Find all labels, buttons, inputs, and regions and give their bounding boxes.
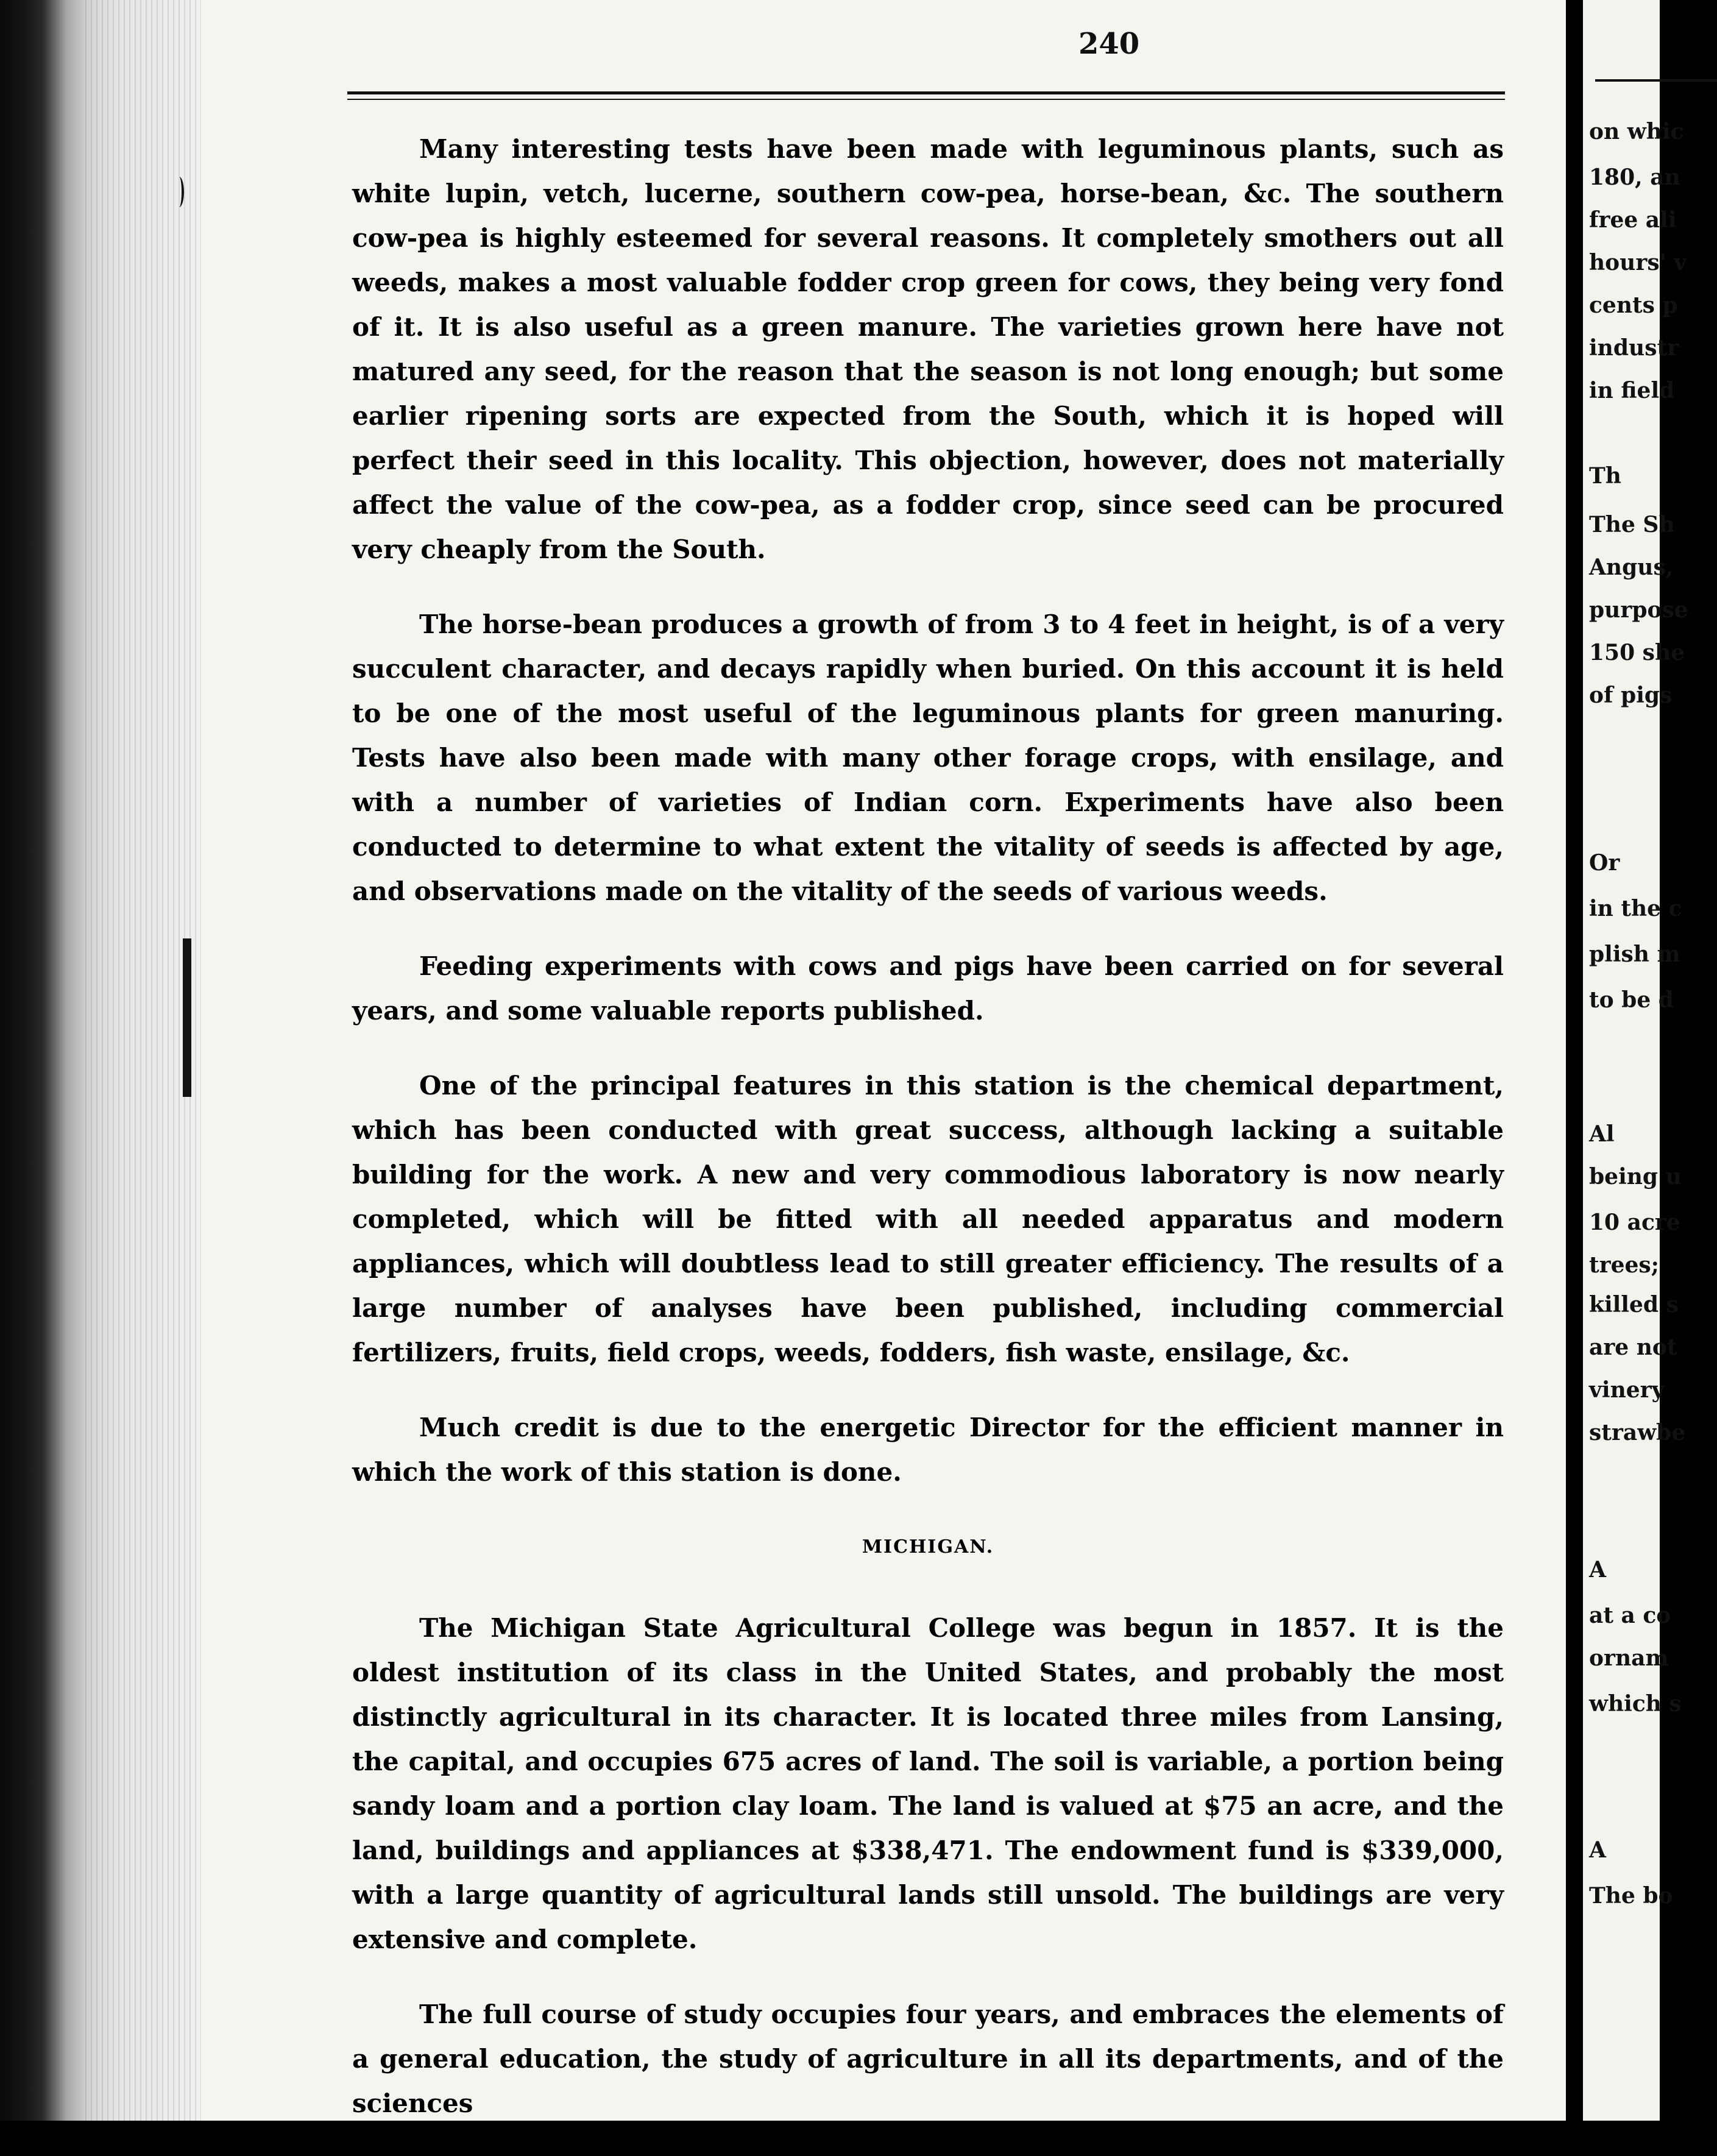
adjacent-page-text: on whic (1589, 119, 1684, 144)
adjacent-page-text: in the c (1589, 896, 1682, 921)
adjacent-page-text: being u (1589, 1164, 1682, 1190)
adjacent-page-text: Th (1589, 463, 1621, 489)
adjacent-page-text: which s (1589, 1691, 1682, 1717)
header-rule-thin (347, 99, 1505, 100)
adjacent-page-text: vinery (1589, 1377, 1665, 1403)
paragraph: Much credit is due to the energetic Director for the efficient manner in which the work of this station is done. (352, 1413, 1504, 1487)
page-number: 240 (1078, 27, 1140, 61)
adjacent-page-text: trees; (1589, 1252, 1659, 1278)
adjacent-page-text: hours' v (1589, 250, 1687, 275)
adjacent-page-text: The bo (1589, 1883, 1673, 1909)
paragraph: Many interesting tests have been made with leguminous plants, such as white lupin, vetch, lucerne, southern cow-pea, horse-bean, &c. The southern cow-pea is highly esteemed for several reasons. It completely smothers out all weeds, makes a most valuable fodder crop green for cows, they being very fond of it. It is also useful as a green manure. The varieties grown here have not matured any seed, for the reason that the season is not long enough; but some earlier ripening sorts are expected from the South, which it is hoped will perfect their seed in this locality. This objection, however, does not materially affect the value of the cow-pea, as a fodder crop, since seed can be procured very cheaply from the South. (352, 134, 1504, 564)
page-body (352, 127, 1504, 2156)
adjacent-page-text: 180, an (1589, 165, 1680, 190)
adjacent-page-text: 10 acre (1589, 1210, 1680, 1235)
adjacent-page-text: killed s (1589, 1292, 1679, 1317)
paragraph: The Michigan State Agricultural College was begun in 1857. It is the oldest institution of its class in the United States, and probably the most distinctly agricultural in its character. It is located three miles from Lansing, the capital, and occupies 675 acres of land. The soil is variable, a portion being sandy loam and a portion clay loam. The land is valued at $75 an acre, and the land, buildings and appliances at $338,471. The endowment fund is $339,000, with a large quantity of agricultural lands still unsold. The buildings are very extensive and complete. (352, 1613, 1504, 1954)
paragraph: The horse-bean produces a growth of from 3 to 4 feet in height, is of a very succulent character, and decays rapidly when buried. On this account it is held to be one of the most useful of the leguminous plants for green manuring. Tests have also been made with many other forage crops, with ensilage, and with a number of varieties of Indian corn. Experiments have also been conducted to determine to what extent the vitality of seeds is affected by age, and observations made on the vitality of the seeds of various weeds. (352, 609, 1504, 906)
adjacent-page-text: A (1589, 1557, 1606, 1583)
adjacent-page-text: are not (1589, 1335, 1677, 1360)
adjacent-header-rule (1595, 79, 1717, 82)
paragraph: One of the principal features in this station is the chemical department, which has been conducted with great success, although lacking a suitable building for the work. A new and very commodious laboratory is now nearly completed, which will be fitted with all needed apparatus and modern appliances, which will doubtless lead to still greater efficiency. The results of a large number of analyses have been published, including commercial fertilizers, fruits, field crops, weeds, fodders, fish waste, ensilage, &c. (352, 1071, 1504, 1367)
adjacent-page-text: cents p (1589, 293, 1678, 318)
adjacent-page-text: to be d (1589, 987, 1674, 1013)
paragraph: The full course of study occupies four years, and embraces the elements of a general education, the study of agriculture in all its departments, and of the sciences (352, 1999, 1504, 2118)
adjacent-page-text: ornam (1589, 1645, 1669, 1671)
adjacent-page-text: industr (1589, 335, 1679, 361)
section-heading: MICHIGAN. (862, 1536, 994, 1558)
paragraph: Feeding experiments with cows and pigs have been carried on for several years, and some valuable reports published. (352, 951, 1504, 1026)
book-gutter (1566, 0, 1583, 2121)
adjacent-page-text: free ali (1589, 207, 1677, 233)
adjacent-page-text: strawbe (1589, 1420, 1686, 1445)
adjacent-page-text: of pigs (1589, 683, 1673, 708)
adjacent-page-text: purpose (1589, 597, 1688, 623)
adjacent-page-text: Al (1589, 1121, 1615, 1147)
margin-mark (174, 177, 184, 207)
adjacent-page-text: Angus, (1589, 555, 1674, 580)
adjacent-page-text: at a co (1589, 1603, 1671, 1628)
adjacent-page (1583, 0, 1688, 2121)
header-rule-thick (347, 91, 1505, 94)
margin-tick (183, 938, 191, 1097)
adjacent-page-text: 150 she (1589, 640, 1685, 665)
adjacent-page-text: The Sh (1589, 512, 1675, 537)
adjacent-page-text: in field (1589, 378, 1675, 403)
adjacent-page-text: plish m (1589, 941, 1680, 967)
adjacent-page-text: A (1589, 1837, 1606, 1863)
adjacent-page-text: Or (1589, 850, 1620, 876)
